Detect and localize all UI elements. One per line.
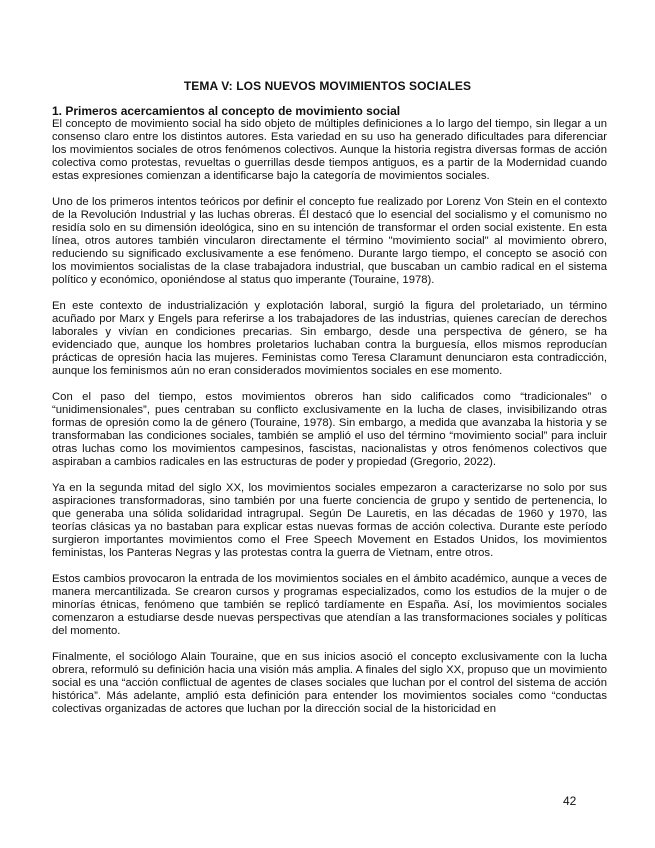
page-content (52, 105, 607, 729)
section-heading: 1. Primeros acercamientos al concepto de movimiento social (52, 104, 401, 118)
chapter-title: TEMA V: LOS NUEVOS MOVIMIENTOS SOCIALES (183, 79, 472, 93)
paragraph-6: Estos cambios provocaron la entrada de los movimientos sociales en el ámbito académico, aunque a veces de manera mercantilizada. Se crearon cursos y programas especializados, como los estudios de la mujer o de minorías étnicas, fenómeno que también se replicó tardíamente en España. Así, los movimientos sociales comenzaron a estudiarse desde nuevas perspectivas que atendían a las transformaciones sociales y políticas del momento. (52, 573, 607, 637)
paragraph-4: Con el paso del tiempo, estos movimientos obreros han sido calificados como “tradicionales” o “unidimensionales”, pues centraban su conflicto exclusivamente en la lucha de clases, invisibilizando otras formas de opresión como la de género (Touraine, 1978). Sin embargo, a medida que avanzaba la historia y se transformaban las condiciones sociales, también se amplió el uso del término “movimiento social” para incluir otras luchas como los movimientos campesinos, fascistas, nacionalistas y otros fenómenos colectivos que aspiraban a cambios radicales en las estructuras de poder y propiedad (Gregorio, 2022). (52, 391, 607, 468)
paragraph-7: Finalmente, el sociólogo Alain Touraine, que en sus inicios asoció el concepto exclusivamente con la lucha obrera, reformuló su definición hacia una visión más amplia. A finales del siglo XX, propuso que un movimiento social es una “acción conflictual de agentes de clases sociales que luchan por el control del sistema de acción histórica”. Más adelante, amplió esta definición para entender los movimientos sociales como “conductas colectivas organizadas de actores que luchan por la dirección social de la historicidad en (52, 651, 607, 715)
page-number: 42 (563, 794, 577, 808)
paragraph-1: El concepto de movimiento social ha sido objeto de múltiples definiciones a lo largo del tiempo, sin llegar a un consenso claro entre los distintos autores. Esta variedad en su uso ha generado dificultades para diferenciar los movimientos sociales de otros fenómenos colectivos. Aunque la historia registra diversas formas de acción colectiva como protestas, revueltas o guerrillas desde tiempos antiguos, es a partir de la Modernidad cuando estas expresiones comienzan a identificarse bajo la categoría de movimientos sociales. (52, 118, 607, 182)
paragraph-2: Uno de los primeros intentos teóricos por definir el concepto fue realizado por Lorenz Von Stein en el contexto de la Revolución Industrial y las luchas obreras. Él destacó que lo esencial del socialismo y el comunismo no residía solo en su dimensión ideológica, sino en su intención de transformar el orden social existente. En esta línea, otros autores también vincularon directamente el término "movimiento social" al movimiento obrero, reduciendo su significado exclusivamente a ese fenómeno. Durante largo tiempo, el concepto se asoció con los movimientos socialistas de la clase trabajadora industrial, que buscaban un cambio radical en el sistema político y económico, oponiéndose al status quo imperante (Touraine, 1978). (52, 196, 607, 286)
paragraph-5: Ya en la segunda mitad del siglo XX, los movimientos sociales empezaron a caracterizarse no solo por sus aspiraciones transformadoras, sino también por una fuerte conciencia de grupo y sentido de pertenencia, lo que generaba una sólida solidaridad intragrupal. Según De Lauretis, en las décadas de 1960 y 1970, las teorías clásicas ya no bastaban para explicar estas nuevas formas de acción colectiva. Durante este período surgieron importantes movimientos como el Free Speech Movement en Estados Unidos, los movimientos feministas, los Panteras Negras y las protestas contra la guerra de Vietnam, entre otros. (52, 482, 607, 559)
paragraph-3: En este contexto de industrialización y explotación laboral, surgió la figura del proletariado, un término acuñado por Marx y Engels para referirse a los trabajadores de las industrias, quienes carecían de derechos laborales y vivían en condiciones precarias. Sin embargo, desde una perspectiva de género, se ha evidenciado que, aunque los hombres proletarios luchaban contra la burguesía, ellos mismos reproducían prácticas de opresión hacia las mujeres. Feministas como Teresa Claramunt denunciaron esta contradicción, aunque los feminismos aún no eran considerados movimientos sociales en ese momento. (52, 300, 607, 377)
